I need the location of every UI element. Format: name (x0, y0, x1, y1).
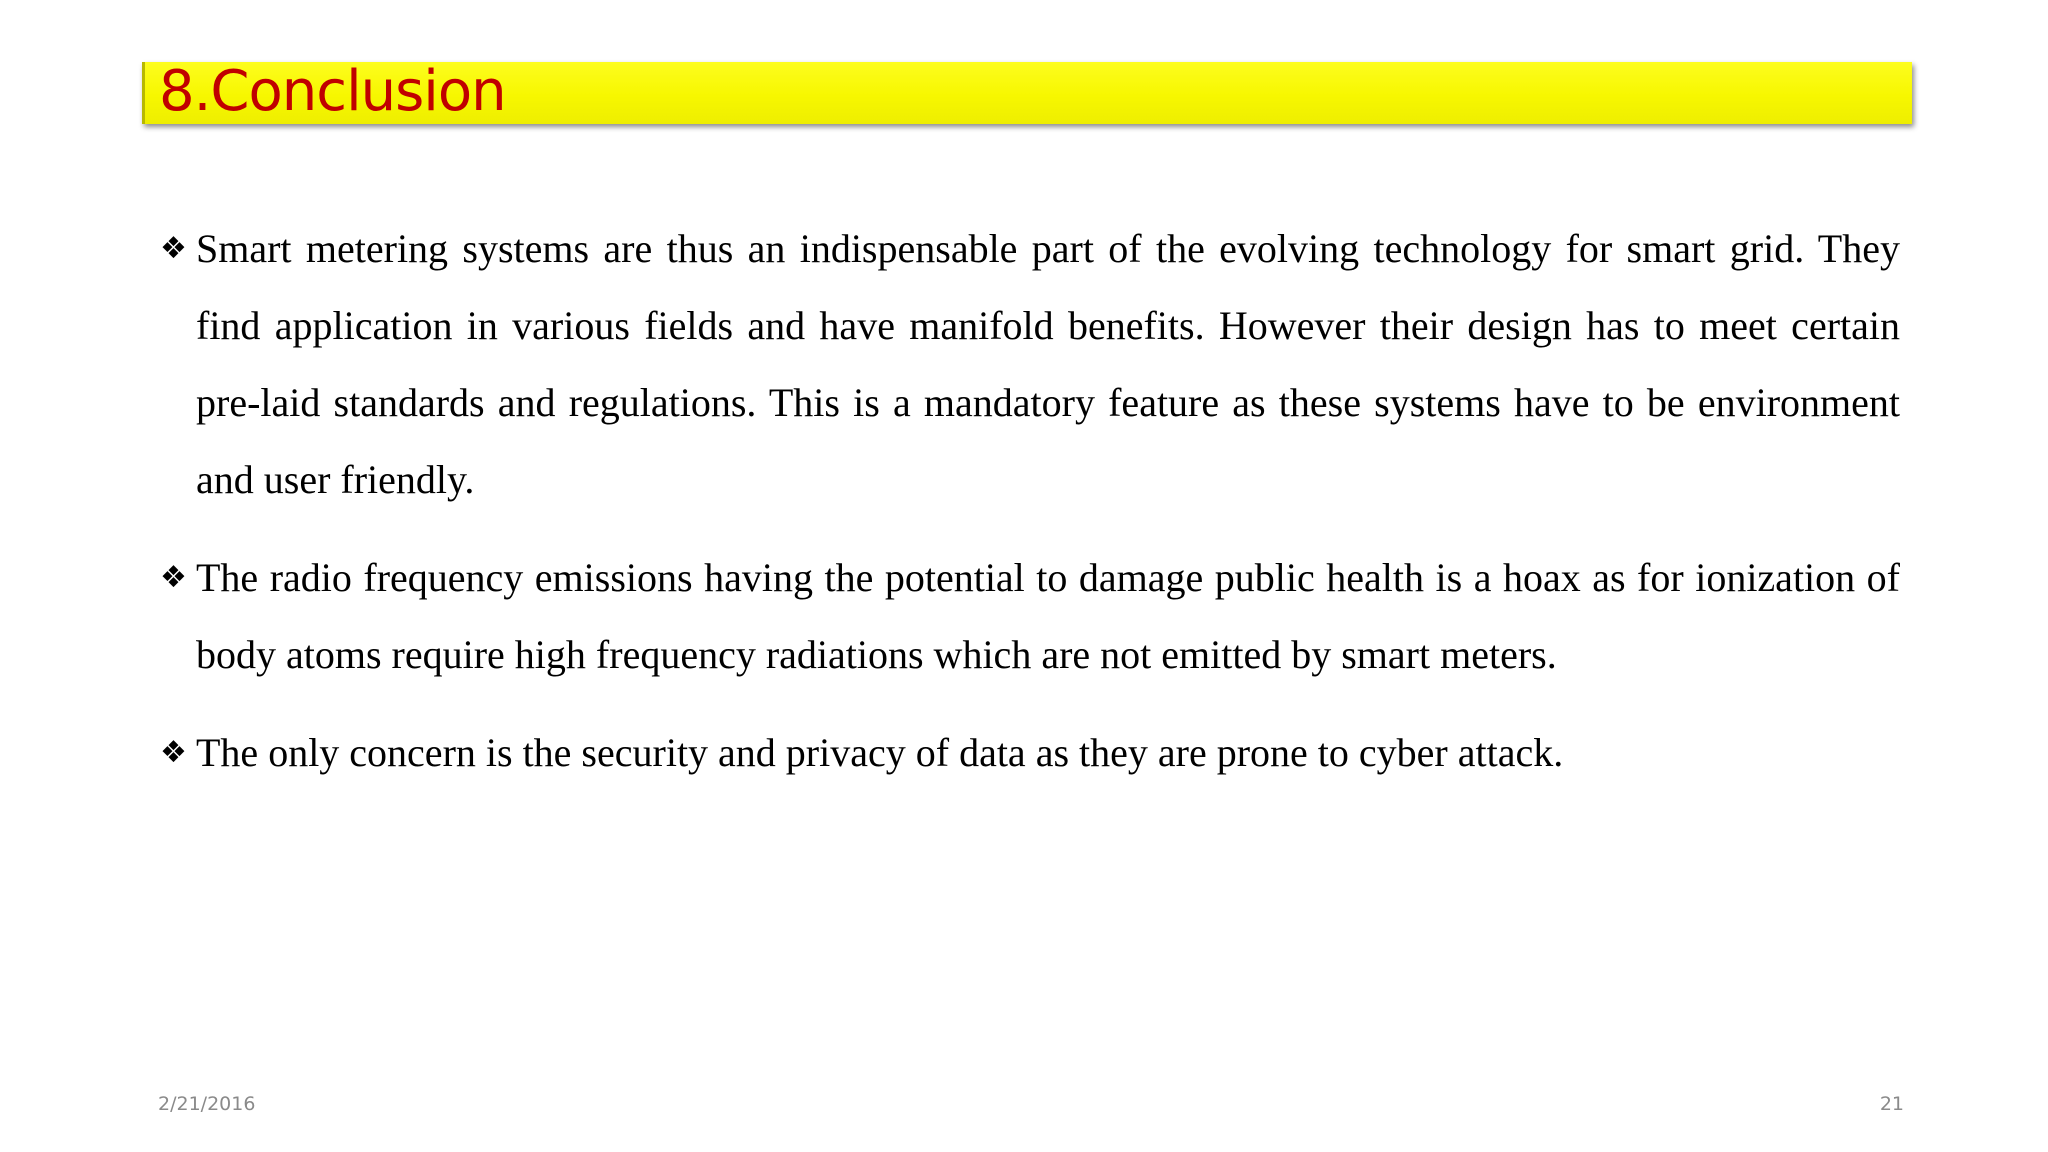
diamond-bullet-icon: ❖ (160, 560, 187, 595)
bullet-item (160, 539, 1900, 693)
bullet-item (160, 210, 1900, 518)
slide-title: 8.Conclusion (159, 59, 506, 124)
bullet-item (160, 714, 1900, 791)
footer-date: 2/21/2016 (158, 1093, 256, 1115)
page-number: 21 (1879, 1093, 1904, 1115)
bullet-text: The only concern is the security and privacy of data as they are prone to cyber attack. (196, 730, 1564, 775)
title-bar (142, 59, 1912, 124)
bullet-text: Smart metering systems are thus an indispensable part of the evolving technology for smart grid. They find application in various fields and have manifold benefits. However their design has to meet certain pre-laid standards and regulations. This is a mandatory feature as these systems have to be environment and user friendly. (196, 226, 1900, 502)
bullet-list (160, 210, 1900, 812)
diamond-bullet-icon: ❖ (160, 735, 187, 770)
diamond-bullet-icon: ❖ (160, 231, 187, 266)
bullet-text: The radio frequency emissions having the potential to damage public health is a hoax as for ionization of body atoms require high frequency radiations which are not emitted by smart meters. (196, 555, 1900, 677)
